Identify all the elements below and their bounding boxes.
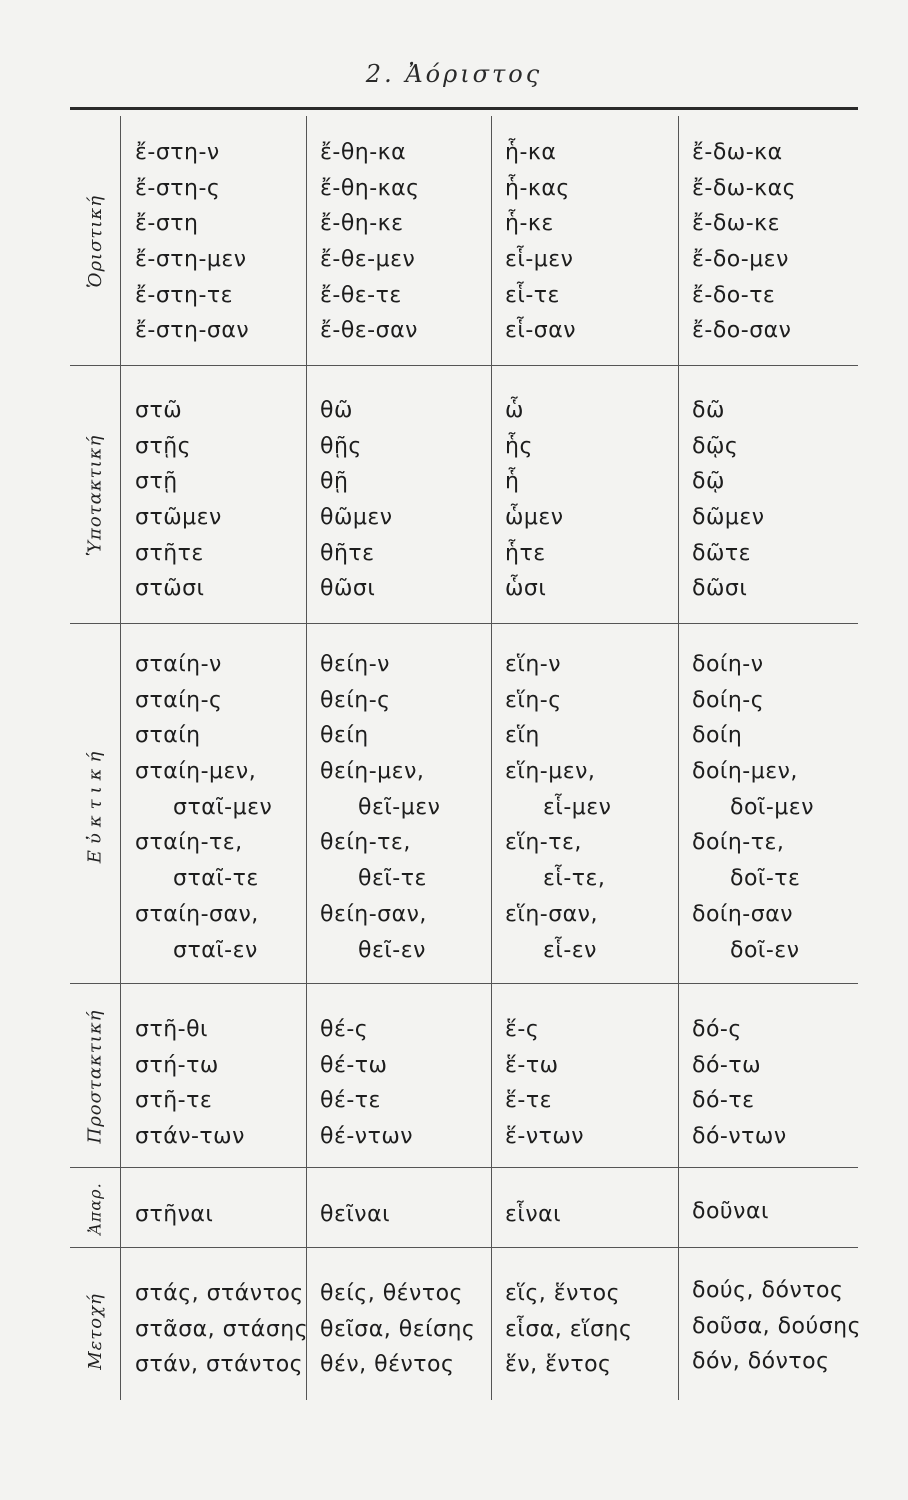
form: δούς, δόντος	[692, 1278, 844, 1303]
form: δοίη-ν	[692, 652, 764, 677]
form: ἔ-στη-σαν	[135, 318, 250, 344]
form: θεῖ-εν	[358, 937, 426, 963]
form: εἷναι	[505, 1202, 562, 1227]
form: εἷ-εν	[543, 937, 597, 963]
form: ὧ	[505, 398, 524, 423]
form: στῆ-τε	[135, 1088, 213, 1114]
form: θείη-ς	[320, 687, 391, 713]
form: ἔ-στη-μεν	[135, 247, 247, 273]
form: θῇ	[320, 469, 349, 495]
section-label-ypotaktiki	[70, 366, 120, 624]
col-1-oristiki	[135, 135, 249, 349]
col-1-prostaktiki	[135, 1012, 245, 1155]
form: στῇς	[135, 433, 192, 459]
form: ἔ-δο-τε	[692, 282, 776, 308]
form: ἧ	[505, 469, 520, 495]
form: εἵη-ς	[505, 687, 562, 713]
form: στῶσι	[135, 576, 205, 602]
form: ἔ-δω-κας	[692, 175, 797, 201]
form: στή-τω	[135, 1052, 219, 1078]
form: ἔ-στη-ν	[135, 140, 220, 165]
col-4-metochi	[692, 1273, 861, 1380]
form: δοῖ-εν	[730, 937, 800, 963]
form: στᾶσα, στάσης	[135, 1316, 309, 1342]
form: θέ-ς	[320, 1017, 369, 1042]
form: σταίη-ν	[135, 652, 222, 677]
form: εἵη	[505, 723, 540, 749]
form: δό-τω	[692, 1052, 762, 1078]
form: ὧσι	[505, 576, 547, 602]
label-text: Ἀπαρ.	[85, 1181, 105, 1235]
form: θῶμεν	[320, 505, 393, 531]
form: σταίη-σαν,	[135, 901, 259, 927]
form: ἔ-δο-σαν	[692, 318, 792, 344]
form: ἔ-στη-τε	[135, 282, 234, 308]
form: δῷ	[692, 469, 725, 495]
col-3-metochi	[505, 1276, 632, 1383]
top-rule	[70, 107, 858, 110]
form: εἷ-μεν	[543, 794, 612, 820]
form: ἔ-θε-τε	[320, 282, 402, 308]
form: ἧ-κας	[505, 175, 570, 201]
form: στάν, στάντος	[135, 1352, 304, 1378]
form: εἷ-μεν	[505, 247, 574, 273]
col-1-aparemfato	[135, 1197, 213, 1233]
form: σταῖ-εν	[173, 937, 258, 963]
form: εἵη-τε,	[505, 830, 582, 856]
form: θέ-τω	[320, 1052, 388, 1078]
form: θεῖσα, θείσης	[320, 1316, 476, 1342]
form: θῶσι	[320, 576, 376, 602]
form: δοῦσα, δούσης	[692, 1313, 862, 1339]
form: ὧμεν	[505, 505, 564, 531]
col-2-oristiki	[320, 135, 420, 349]
form: δό-ς	[692, 1017, 742, 1042]
form: ἔ-θη-κε	[320, 211, 404, 237]
form: σταίη	[135, 723, 201, 749]
form: ἕ-τε	[505, 1088, 552, 1114]
form: ἔ-θη-κας	[320, 175, 420, 201]
form: ἔ-δω-κα	[692, 140, 783, 165]
form: εἷ-σαν	[505, 318, 577, 344]
form: ἕ-τω	[505, 1052, 559, 1078]
form: θεῖ-μεν	[358, 794, 441, 820]
form: εἷσα, εἵσης	[505, 1316, 633, 1342]
form: στῶ	[135, 398, 183, 423]
form: δοίη	[692, 723, 743, 749]
form: δῶτε	[692, 540, 752, 566]
col-4-eyktiki	[692, 647, 814, 968]
section-label-oristiki	[70, 116, 120, 366]
col-2-aparemfato	[320, 1197, 390, 1233]
form: δοίη-ς	[692, 687, 765, 713]
form: θῆτε	[320, 540, 375, 566]
form: δοῖ-μεν	[730, 794, 814, 820]
form: θῇς	[320, 433, 362, 459]
col-4-oristiki	[692, 135, 796, 349]
form: σταίη-ς	[135, 687, 223, 713]
label-text: Μετοχή	[84, 1292, 106, 1370]
form: ἔ-στη-ς	[135, 175, 221, 201]
form: θείη-τε,	[320, 830, 411, 856]
col-4-aparemfato	[692, 1194, 769, 1230]
form: εἵς, ἕντος	[505, 1281, 621, 1306]
col-2-metochi	[320, 1276, 475, 1383]
label-text: Ὁριστική	[84, 194, 106, 288]
form: ἕ-ντων	[505, 1124, 585, 1150]
form: ἔ-θε-μεν	[320, 247, 416, 273]
col-3-oristiki	[505, 135, 576, 349]
form: θείς, θέντος	[320, 1281, 463, 1306]
form: ἧτε	[505, 540, 546, 566]
form: δό-τε	[692, 1088, 755, 1114]
section-label-metochi	[70, 1262, 120, 1400]
form: δοίη-σαν	[692, 901, 793, 927]
form: θέν, θέντος	[320, 1352, 455, 1378]
form: εἵη-ν	[505, 652, 562, 677]
form: θέ-ντων	[320, 1124, 414, 1150]
form: ἕ-ς	[505, 1017, 540, 1042]
form: στάς, στάντος	[135, 1281, 304, 1306]
form: στῆτε	[135, 540, 204, 566]
form: θῶ	[320, 398, 353, 423]
form: θέ-τε	[320, 1088, 381, 1114]
form: ἧς	[505, 433, 533, 459]
form: δῶμεν	[692, 505, 765, 531]
form: δό-ντων	[692, 1124, 787, 1150]
col-3-prostaktiki	[505, 1012, 584, 1155]
form: θείη-μεν,	[320, 759, 425, 785]
form: δῶ	[692, 398, 725, 423]
page-title: 2. Ἀόριστος	[365, 60, 543, 88]
section-label-eyktiki	[70, 624, 120, 984]
form: θείη	[320, 723, 369, 749]
form: δοίη-μεν,	[692, 759, 798, 785]
form: θείη-σαν,	[320, 901, 427, 927]
form: ἔ-στη	[135, 211, 199, 237]
form: δῷς	[692, 433, 739, 459]
col-1-eyktiki	[135, 647, 272, 968]
form: δῶσι	[692, 576, 748, 602]
form: ἔ-δο-μεν	[692, 247, 789, 273]
form: στῆναι	[135, 1202, 214, 1227]
col-3-eyktiki	[505, 647, 611, 968]
form: σταίη-τε,	[135, 830, 243, 856]
form: στῇ	[135, 469, 178, 495]
form: ἕν, ἕντος	[505, 1352, 612, 1378]
col-3-aparemfato	[505, 1197, 561, 1233]
form: δόν, δόντος	[692, 1349, 830, 1375]
col-4-ypotaktiki	[692, 393, 765, 607]
col-1-ypotaktiki	[135, 393, 222, 607]
label-text: Εὐκτική	[84, 745, 106, 863]
form: στάν-των	[135, 1124, 245, 1150]
label-text: Ὑποτακτική	[84, 434, 106, 556]
form: εἵη-σαν,	[505, 901, 598, 927]
form: στῶμεν	[135, 505, 222, 531]
form: ἔ-θη-κα	[320, 140, 407, 165]
col-2-ypotaktiki	[320, 393, 393, 607]
form: δοίη-τε,	[692, 830, 785, 856]
form: δοῦναι	[692, 1199, 769, 1224]
col-4-prostaktiki	[692, 1012, 787, 1155]
form: σταῖ-μεν	[173, 794, 273, 820]
form: θεῖναι	[320, 1202, 391, 1227]
form: στῆ-θι	[135, 1017, 208, 1042]
form: σταίη-μεν,	[135, 759, 257, 785]
form: ἧ-κα	[505, 140, 557, 165]
form: ἧ-κε	[505, 211, 554, 237]
form: εἷ-τε,	[543, 866, 606, 892]
form: εἷ-τε	[505, 282, 560, 308]
label-text: Προστακτική	[84, 1009, 106, 1143]
section-label-aparemfato	[70, 1168, 120, 1248]
form: εἵη-μεν,	[505, 759, 596, 785]
form: δοῖ-τε	[730, 866, 801, 892]
col-2-eyktiki	[320, 647, 440, 968]
section-label-prostaktiki	[70, 984, 120, 1168]
col-3-ypotaktiki	[505, 393, 564, 607]
col-2-prostaktiki	[320, 1012, 413, 1155]
form: θεῖ-τε	[358, 866, 427, 892]
form: σταῖ-τε	[173, 866, 259, 892]
form: ἔ-δω-κε	[692, 211, 781, 237]
col-1-metochi	[135, 1276, 308, 1383]
form: ἔ-θε-σαν	[320, 318, 418, 344]
form: θείη-ν	[320, 652, 390, 677]
